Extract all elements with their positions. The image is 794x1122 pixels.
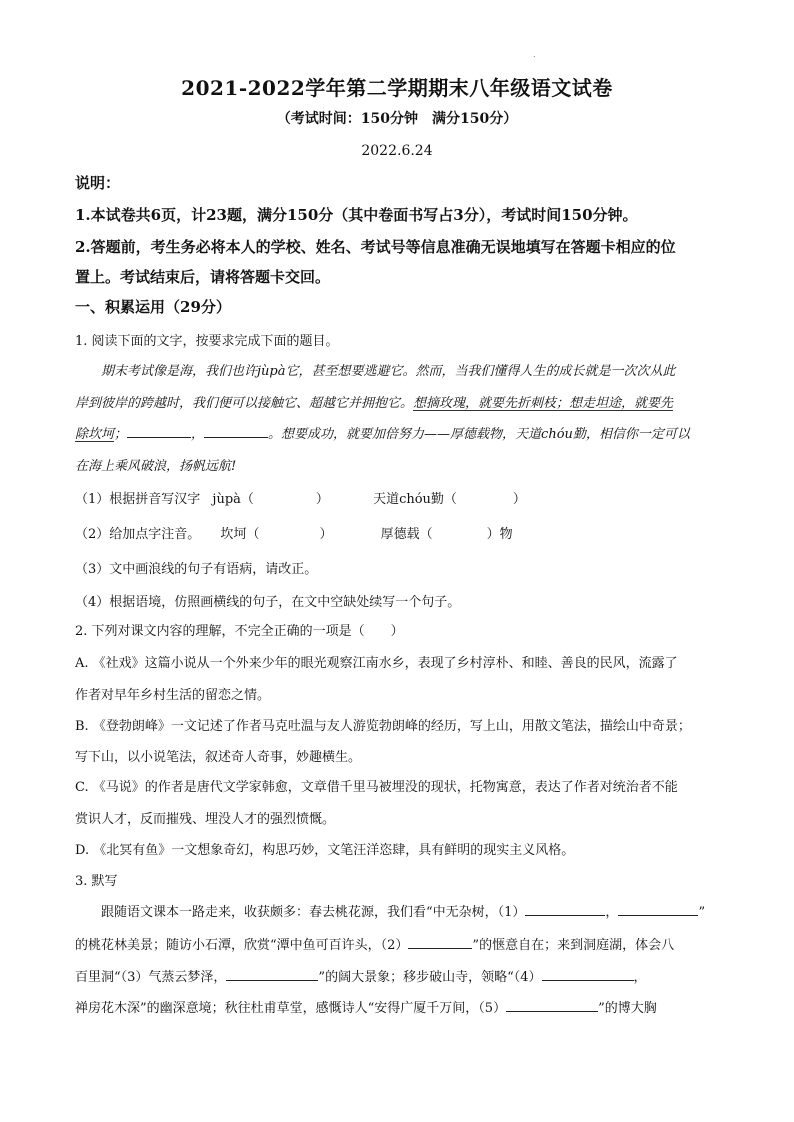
passage-line-2: [75, 392, 720, 411]
q-text: （: [419, 527, 433, 542]
q-text: ）物: [486, 527, 513, 542]
q-text: ”的博大胸: [598, 1001, 657, 1016]
q-text: ）: [512, 492, 526, 507]
passage-text: 。: [400, 396, 414, 411]
passage-text: 岸到彼岸的跨越时，: [75, 396, 193, 411]
q-text: ，: [633, 970, 647, 985]
fill-blank[interactable]: [542, 968, 634, 981]
dotted-char: 载: [406, 527, 420, 542]
scan-speck: .: [533, 50, 536, 59]
notes-line-2a: 2.答题前，考生务必将本人的学校、姓名、考试号等信息准确无误地填写在答题卡相应的位: [75, 238, 676, 256]
q1-sub-3: （3）文中画浪线的句子有语病，请改正。: [75, 562, 318, 577]
q2-option-b-line1: B. 《登勃朗峰》一文记述了作者马克吐温与友人游览勃朗峰的经历，写上山，用散文笔法，描绘山中奇景；: [75, 719, 691, 734]
q-text: 跟随语文课本一路走来，收获颇多：春去桃花源，我们看“中无杂树，（1）: [101, 905, 526, 920]
passage-line-3: [75, 423, 720, 442]
passage-line-1: 期末考试像是海，我们也许jùpà它，甚至想要逃避它。然而，当我们懂得人生的成长就是一次次从此: [101, 364, 676, 379]
q2-option-a-line1: A. 《社戏》这篇小说从一个外来少年的眼光观察江南水乡，表现了乡村淳朴、和睦、善良的民风，流露了: [75, 656, 678, 671]
section-1-heading: 一、积累运用（29分）: [75, 298, 231, 316]
q3-title: 3. 默写: [75, 874, 118, 889]
notes-heading: 说明：: [75, 174, 121, 192]
fill-blank[interactable]: [226, 968, 318, 981]
q1-sub-2: [75, 523, 720, 542]
q-text: 百里洞“（3）气蒸云梦泽，: [75, 970, 227, 985]
dotted-char: 完: [247, 624, 261, 639]
q1-prompt: 1. 阅读下面的文字，按要求完成下面的题目。: [75, 334, 339, 349]
notes-line-2b: 置上。考试结束后，请将答题卡交回。: [75, 268, 331, 286]
q-text: 的一项是（ ）: [299, 624, 404, 639]
fill-blank[interactable]: [408, 936, 472, 949]
fill-blank[interactable]: [204, 425, 268, 438]
exam-title: 2021-2022学年第二学期期末八年级语文试卷: [181, 76, 613, 100]
underlined-sentence-end: 除坎坷: [75, 427, 115, 442]
q-text: ）: [315, 492, 329, 507]
dotted-char: 不: [234, 624, 248, 639]
passage-line-4: 在海上乘风破浪，扬帆远航!: [75, 459, 237, 474]
q2-option-d: D. 《北冥有鱼》一文想象奇幻，构思巧妙，文笔汪洋恣肆，具有鲜明的现实主义风格。: [75, 843, 575, 858]
dotted-char: 坷: [233, 527, 247, 542]
q-text: 的桃花林美景；随访小石潭，欣赏“潭中鱼可百许头，（2）: [75, 938, 409, 953]
q3-line-4: [75, 997, 720, 1016]
notes-line-1: 1.本试卷共6页，计23题，满分150分（其中卷面书写占3分），考试时间150分钟。: [75, 206, 638, 224]
q2-option-c-line1: C. 《马说》的作者是唐代文学家韩愈，文章借千里马被埋没的现状，托物寓意，表达了作者对统治者不能: [75, 780, 678, 795]
q1-sub-1: [75, 488, 720, 507]
q-label: （1）根据拼音写汉字: [75, 492, 201, 507]
exam-subtitle: （考试时间：150分钟 满分150分）: [276, 111, 518, 127]
q-text: ”的惬意自在；来到洞庭湖，体会八: [472, 938, 675, 953]
wavy-underlined-sentence: 我们便可以接触它、超越它并拥抱它: [192, 396, 401, 411]
q-text: 厚德: [380, 527, 407, 542]
q-text: 2. 下列对课文内容的理解，: [75, 624, 235, 639]
q-text: ）: [319, 527, 333, 542]
q2-option-b-line2: 写下山，以小说笔法，叙述奇人奇事，妙趣横生。: [75, 750, 362, 765]
q2-option-c-line2: 赏识人才，反而摧残、埋没人才的强烈愤慨。: [75, 812, 336, 827]
q-text: 禅房花木深”的幽深意境；秋往杜甫草堂，感慨诗人“安得广厦千万间，（5）: [75, 1001, 507, 1016]
q2-prompt: [75, 620, 720, 639]
passage-text: ；: [114, 427, 128, 442]
q-text: jùpà（: [212, 492, 254, 507]
underlined-sentence: 想摘玫瑰，就要先折刺枝；想走坦途，就要先: [413, 396, 674, 411]
q-text: 坎: [220, 527, 234, 542]
dotted-char: 确: [286, 624, 300, 639]
q1-sub-4: （4）根据语境，仿照画横线的句子，在文中空缺处续写一个句子。: [75, 595, 461, 610]
fill-blank[interactable]: [525, 903, 605, 916]
q-text: 天道chóu勤（: [373, 492, 457, 507]
q-text: （: [246, 527, 260, 542]
fill-blank[interactable]: [506, 999, 598, 1012]
q3-line-2: [75, 934, 720, 953]
q3-line-1: [101, 901, 720, 920]
passage-text: ，: [191, 427, 205, 442]
dotted-char: 正: [273, 624, 287, 639]
q2-option-a-line2: 作者对早年乡村生活的留恋之情。: [75, 688, 271, 703]
q-text: ”: [698, 905, 706, 920]
q-text: ”的阔大景象；移步破山寺，领略“（4）: [318, 970, 542, 985]
fill-blank[interactable]: [618, 903, 698, 916]
exam-date: 2022.6.24: [361, 143, 433, 159]
dotted-char: 全: [260, 624, 274, 639]
passage-text: 。想要成功，就要加倍努力——厚德载物，天道chóu勤，相信你一定可以: [268, 427, 690, 442]
q3-line-3: [75, 966, 720, 985]
q-label: （2）给加点字注音。: [75, 527, 201, 542]
q-text: ，: [605, 905, 619, 920]
fill-blank[interactable]: [127, 425, 191, 438]
